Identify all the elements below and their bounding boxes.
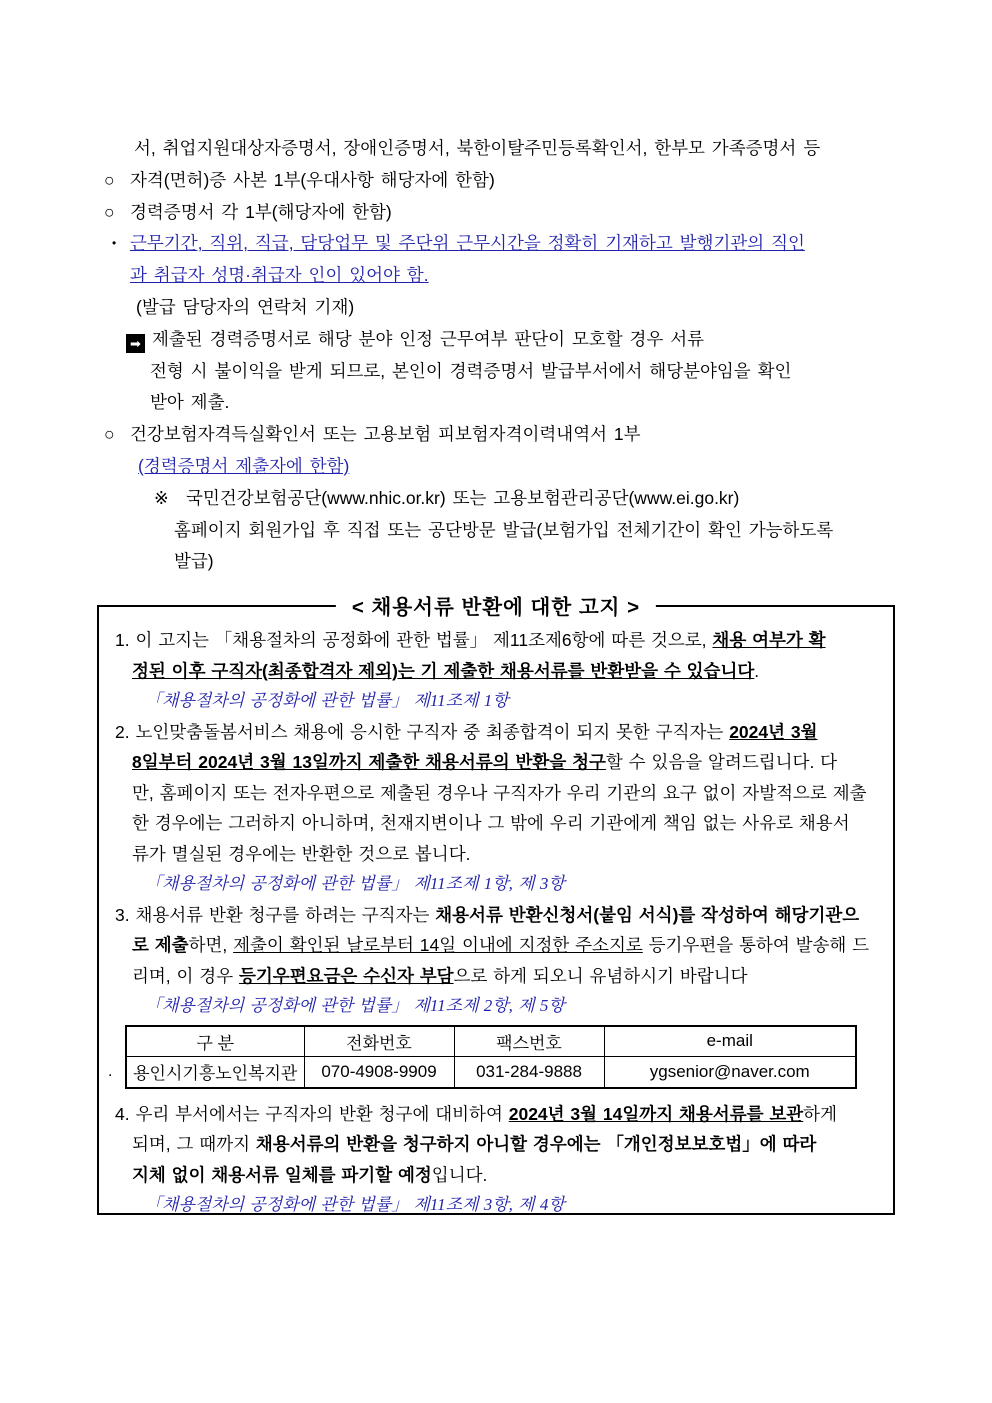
requirement-text: 제출된 경력증명서로 해당 분야 인정 근무여부 판단이 모호할 경우 서류 xyxy=(152,328,705,349)
requirement-text: 서, 취업지원대상자증명서, 장애인증명서, 북한이탈주민등록확인서, 한부모 가족증명서 등 xyxy=(134,138,821,158)
return-notice-box xyxy=(97,596,895,1215)
notice-emphasis: 등기우편요금은 수신자 부담 xyxy=(238,965,454,986)
requirement-text: (발급 담당자의 연락처 기재) xyxy=(136,296,355,317)
notice-text: 만, 홈페이지 또는 전자우편으로 제출된 경우나 구직자가 우리 기관의 요구 없이 자발적으로 제출 xyxy=(132,782,867,803)
reference-line-1 xyxy=(100,483,920,515)
contact-fax-cell: 031-284-9888 xyxy=(454,1057,604,1088)
notice-item-4-line-3 xyxy=(99,1160,893,1191)
circle-bullet-icon: ○ xyxy=(104,169,115,190)
notice-item-2-line-4 xyxy=(99,808,893,839)
notice-item-4-citation: 「채용절차의 공정화에 관한 법률」 제11조제 3항, 제 4항 xyxy=(145,1195,565,1214)
circle-bullet-icon: ○ xyxy=(104,424,115,445)
document-requirements-section xyxy=(100,133,920,578)
contact-table xyxy=(125,1025,857,1089)
notice-emphasis: 로 제출 xyxy=(132,935,189,955)
notice-item-3-line-1 xyxy=(99,900,893,931)
notice-emphasis: 2024년 3월 xyxy=(729,721,818,742)
contact-phone-cell: 070-4908-9909 xyxy=(304,1057,454,1088)
requirement-warning-line-2 xyxy=(100,356,920,388)
requirement-note-line-1 xyxy=(100,228,920,260)
reference-text: 홈페이지 회원가입 후 직접 또는 공단방문 발급(보험가입 전체기간이 확인 가능하도록 xyxy=(174,519,834,540)
arrow-icon: ➡ xyxy=(126,334,145,353)
notice-item-3-line-3 xyxy=(99,961,893,992)
notice-text: 2. 노인맞춤돌봄서비스 채용에 응시한 구직자 중 최종합격이 되지 못한 구직자는 xyxy=(115,721,730,742)
requirement-line-career-cert xyxy=(100,197,920,229)
notice-box-title: < 채용서류 반환에 대한 고지 > xyxy=(336,590,656,620)
requirement-note-line-3 xyxy=(100,292,920,324)
dot-bullet-icon: • xyxy=(112,236,117,251)
notice-text: 한 경우에는 그러하지 아니하며, 천재지변이나 그 밖에 우리 기관에게 책임 없는 사유로 채용서 xyxy=(132,813,850,833)
requirement-note-line-2 xyxy=(100,260,920,292)
notice-item-1-line-2 xyxy=(99,656,893,687)
notice-underline: 제출이 확인된 날로부터 14일 이내에 지정한 주소지로 xyxy=(233,935,643,955)
requirement-line-insurance xyxy=(100,419,920,451)
contact-table-data-row xyxy=(126,1057,856,1088)
requirement-warning-line-1 xyxy=(100,324,920,356)
contact-table-header-email: e-mail xyxy=(604,1026,856,1057)
contact-table-wrap xyxy=(108,1025,857,1089)
notice-emphasis: 채용서류 반환신청서(붙임 서식)를 작성하여 해당기관으 xyxy=(435,904,860,925)
notice-text: 으로 하게 되오니 유념하시기 바랍니다 xyxy=(453,965,748,986)
notice-item-2-line-2 xyxy=(99,747,893,778)
requirement-insurance-note xyxy=(100,451,920,483)
notice-text: 1. 이 고지는 「채용절차의 공정화에 관한 법률」 제11조제6항에 따른 것으로, xyxy=(115,630,713,650)
reference-text: 발급) xyxy=(174,551,214,572)
reference-line-3 xyxy=(100,546,920,578)
notice-text: 류가 멸실된 경우에는 반환한 것으로 봅니다. xyxy=(132,843,471,864)
notice-item-2-line-3 xyxy=(99,778,893,809)
notice-text: . xyxy=(754,660,760,681)
notice-emphasis: 8일부터 2024년 3월 13일까지 제출한 채용서류의 반환을 청구 xyxy=(132,752,606,772)
career-cert-requirement-link: 과 취급자 성명·취급자 인이 있어야 함. xyxy=(130,265,429,286)
requirement-text: 전형 시 불이익을 받게 되므로, 본인이 경력증명서 발급부서에서 해당분야임을 확인 xyxy=(150,360,792,381)
reference-mark-icon: ※ xyxy=(154,487,169,508)
notice-text: 할 수 있음을 알려드립니다. 다 xyxy=(605,752,838,772)
notice-item-1-line-1 xyxy=(99,625,893,656)
notice-item-4-line-1 xyxy=(99,1099,893,1130)
requirement-text: 자격(면허)증 사본 1부(우대사항 해당자에 한함) xyxy=(130,169,495,190)
requirement-continuation-line xyxy=(100,133,920,165)
notice-item-3-line-2 xyxy=(99,930,893,961)
notice-text: 하면, xyxy=(188,935,234,955)
circle-bullet-icon: ○ xyxy=(104,201,115,222)
requirement-warning-line-3 xyxy=(100,387,920,419)
notice-text: 리며, 이 경우 xyxy=(132,965,239,986)
reference-text: 국민건강보험공단(www.nhic.or.kr) 또는 고용보험관리공단(www.ei.go.kr) xyxy=(186,487,740,508)
career-cert-requirement-link: 근무기간, 직위, 직급, 담당업무 및 주단위 근무시간을 정확히 기재하고 발행기관의 직인 xyxy=(130,233,805,254)
notice-text: 입니다. xyxy=(431,1164,488,1185)
insurance-note-link: (경력증명서 제출자에 한함) xyxy=(138,455,350,476)
notice-item-4-line-2 xyxy=(99,1129,893,1160)
notice-item-2-line-1 xyxy=(99,717,893,748)
notice-emphasis: 2024년 3월 14일까지 채용서류를 보관 xyxy=(508,1103,804,1124)
notice-item-2-line-5 xyxy=(99,839,893,870)
contact-table-header-row xyxy=(126,1026,856,1057)
stray-period: . xyxy=(108,1062,113,1080)
notice-emphasis: 정된 이후 구직자(최종합격자 제외)는 기 제출한 채용서류를 반환받을 수 있습니다 xyxy=(132,660,755,681)
notice-emphasis: 채용서류의 반환을 청구하지 아니할 경우에는 「개인정보보호법」에 따라 xyxy=(255,1134,817,1154)
requirement-text: 건강보험자격득실확인서 또는 고용보험 피보험자격이력내역서 1부 xyxy=(130,424,641,445)
notice-text: 4. 우리 부서에서는 구직자의 반환 청구에 대비하여 xyxy=(115,1103,509,1124)
contact-table-header-phone: 전화번호 xyxy=(304,1026,454,1057)
contact-division-cell: 용인시기흥노인복지관 xyxy=(126,1057,304,1088)
notice-item-1-citation: 「채용절차의 공정화에 관한 법률」 제11조제 1항 xyxy=(145,691,509,710)
notice-item-3-citation: 「채용절차의 공정화에 관한 법률」 제11조제 2항, 제 5항 xyxy=(145,996,565,1015)
requirement-line-license xyxy=(100,165,920,197)
reference-line-2 xyxy=(100,515,920,547)
contact-table-header-division: 구 분 xyxy=(126,1026,304,1057)
notice-text: 되며, 그 때까지 xyxy=(132,1134,256,1154)
requirement-text: 받아 제출. xyxy=(150,392,230,413)
contact-email-cell: ygsenior@naver.com xyxy=(604,1057,856,1088)
notice-text: 3. 채용서류 반환 청구를 하려는 구직자는 xyxy=(115,904,436,925)
notice-text: 하게 xyxy=(803,1103,837,1124)
requirement-text: 경력증명서 각 1부(해당자에 한함) xyxy=(130,201,392,222)
notice-emphasis: 지체 없이 채용서류 일체를 파기할 예정 xyxy=(132,1164,432,1185)
notice-item-2-citation: 「채용절차의 공정화에 관한 법률」 제11조제 1항, 제 3항 xyxy=(145,874,565,893)
notice-text: 등기우편을 통하여 발송해 드 xyxy=(642,935,870,955)
notice-emphasis: 채용 여부가 확 xyxy=(712,630,826,650)
contact-table-header-fax: 팩스번호 xyxy=(454,1026,604,1057)
